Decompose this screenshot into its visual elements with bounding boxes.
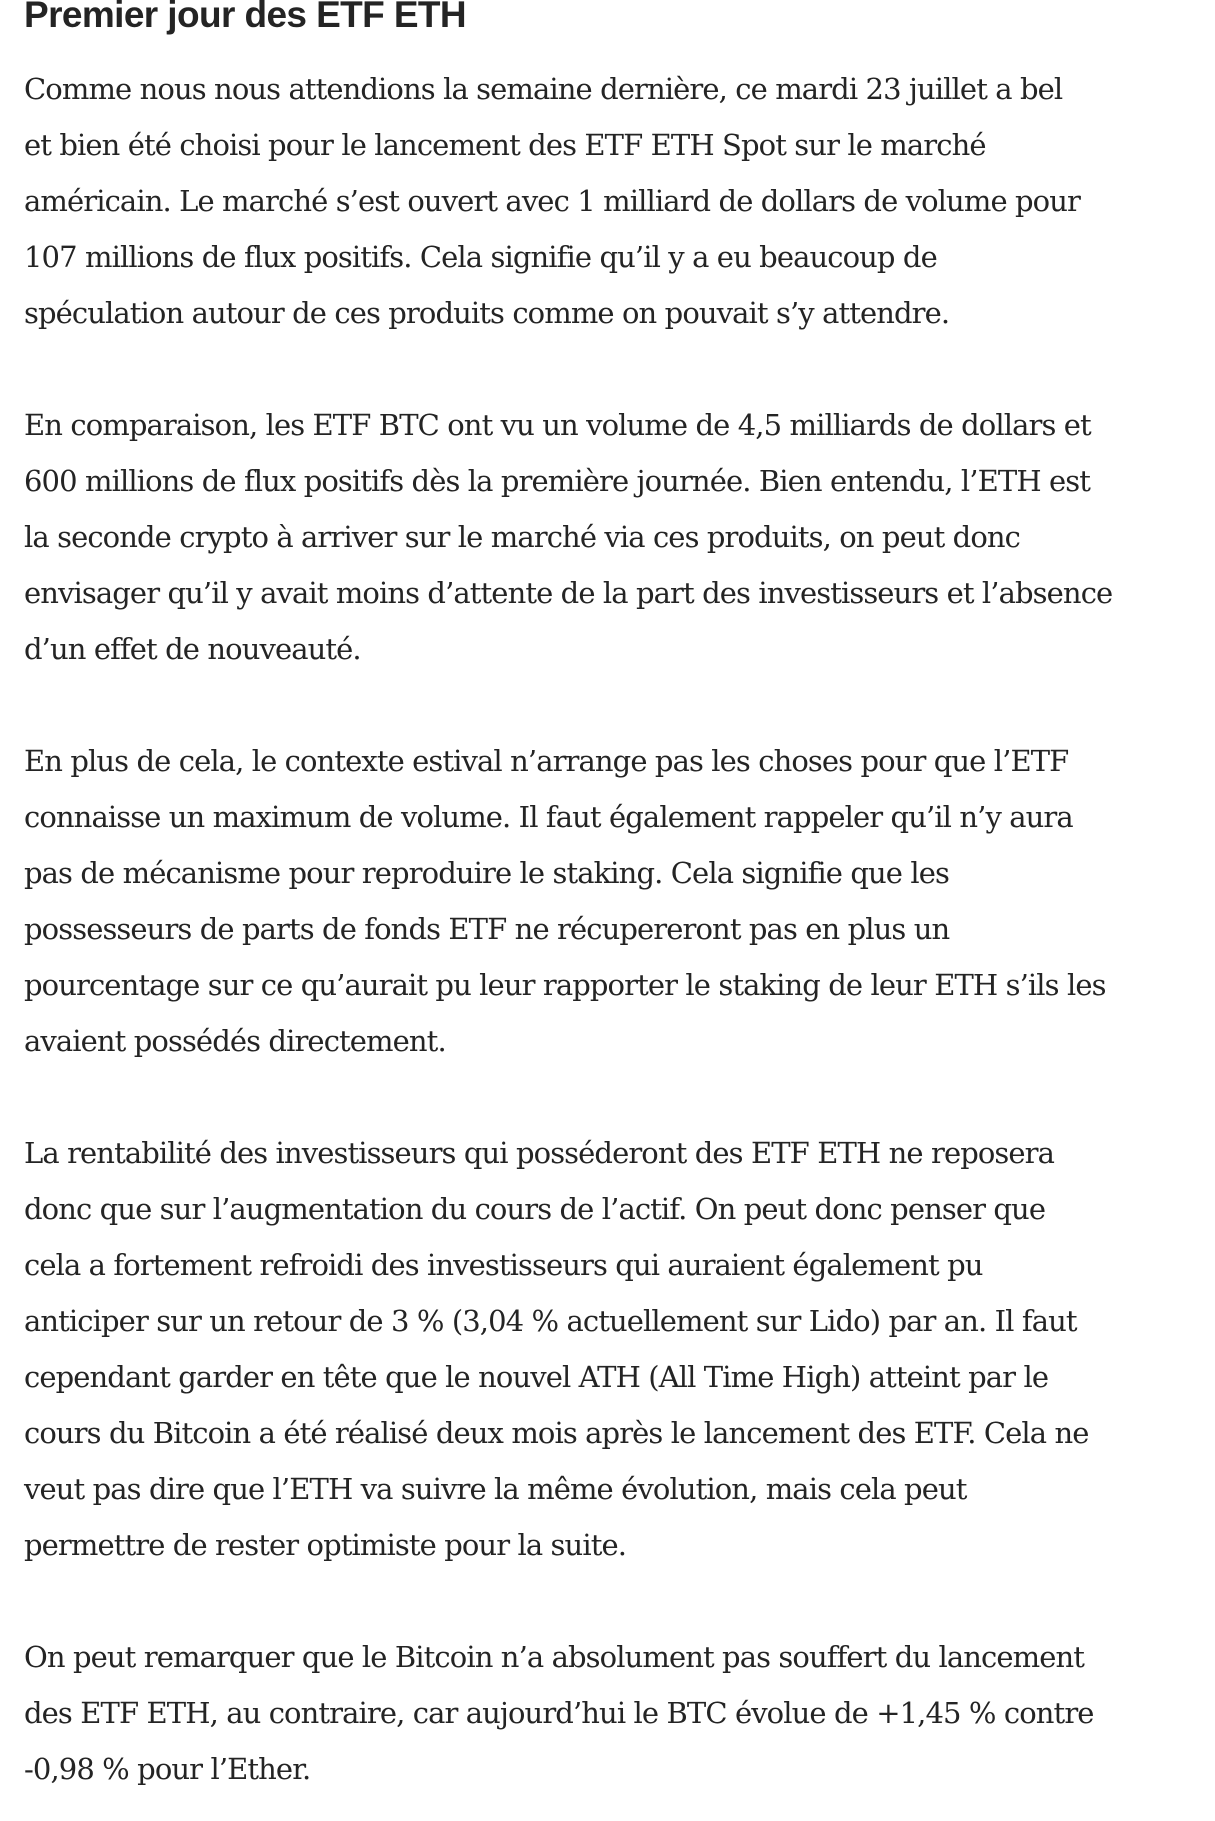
paragraph-line: donc que sur l’augmentation du cours de l’actif. On peut donc penser que (24, 1192, 1046, 1226)
paragraph-bitcoin-performance (24, 1629, 1204, 1797)
paragraph-line: -0,98 % pour l’Ether. (24, 1752, 311, 1786)
paragraph-line: et bien été choisi pour le lancement des ETF ETH Spot sur le marché (24, 128, 986, 162)
paragraph-line: veut pas dire que l’ETH va suivre la même évolution, mais cela peut (24, 1472, 967, 1506)
paragraph-line: 600 millions de flux positifs dès la première journée. Bien entendu, l’ETH est (24, 464, 1091, 498)
paragraph-line: pourcentage sur ce qu’aurait pu leur rapporter le staking de leur ETH s’ils les (24, 968, 1106, 1002)
article-body (24, 0, 1204, 1797)
paragraph-line: spéculation autour de ces produits comme on pouvait s’y attendre. (24, 296, 950, 330)
paragraph-line: cela a fortement refroidi des investisseurs qui auraient également pu (24, 1248, 983, 1282)
paragraph-line: En plus de cela, le contexte estival n’arrange pas les choses pour que l’ETF (24, 744, 1069, 778)
paragraph-line: des ETF ETH, au contraire, car aujourd’hui le BTC évolue de +1,45 % contre (24, 1696, 1094, 1730)
paragraph-line: cours du Bitcoin a été réalisé deux mois après le lancement des ETF. Cela ne (24, 1416, 1089, 1450)
paragraph-staking (24, 733, 1204, 1069)
paragraph-line: américain. Le marché s’est ouvert avec 1 milliard de dollars de volume pour (24, 184, 1080, 218)
paragraph-line: connaisse un maximum de volume. Il faut également rappeler qu’il n’y aura (24, 800, 1073, 834)
article-heading: Premier jour des ETF ETH (24, 0, 467, 35)
paragraph-etf-eth-launch (24, 61, 1204, 341)
paragraph-line: 107 millions de flux positifs. Cela signifie qu’il y a eu beaucoup de (24, 240, 937, 274)
paragraph-line: d’un effet de nouveauté. (24, 632, 361, 666)
paragraph-line: la seconde crypto à arriver sur le marché via ces produits, on peut donc (24, 520, 1021, 554)
paragraph-line: anticiper sur un retour de 3 % (3,04 % actuellement sur Lido) par an. Il faut (24, 1304, 1077, 1338)
paragraph-profitability (24, 1125, 1204, 1573)
paragraph-line: On peut remarquer que le Bitcoin n’a absolument pas souffert du lancement (24, 1640, 1084, 1674)
paragraph-line: cependant garder en tête que le nouvel ATH (All Time High) atteint par le (24, 1360, 1049, 1394)
paragraph-line: Comme nous nous attendions la semaine dernière, ce mardi 23 juillet a bel (24, 72, 1063, 106)
paragraph-line: possesseurs de parts de fonds ETF ne récupereront pas en plus un (24, 912, 950, 946)
paragraph-line: La rentabilité des investisseurs qui posséderont des ETF ETH ne reposera (24, 1136, 1055, 1170)
paragraph-btc-comparison (24, 397, 1204, 677)
paragraph-line: En comparaison, les ETF BTC ont vu un volume de 4,5 milliards de dollars et (24, 408, 1091, 442)
paragraph-line: permettre de rester optimiste pour la suite. (24, 1528, 627, 1562)
paragraph-line: pas de mécanisme pour reproduire le staking. Cela signifie que les (24, 856, 950, 890)
paragraph-line: avaient possédés directement. (24, 1024, 446, 1058)
paragraph-line: envisager qu’il y avait moins d’attente de la part des investisseurs et l’absence (24, 576, 1113, 610)
